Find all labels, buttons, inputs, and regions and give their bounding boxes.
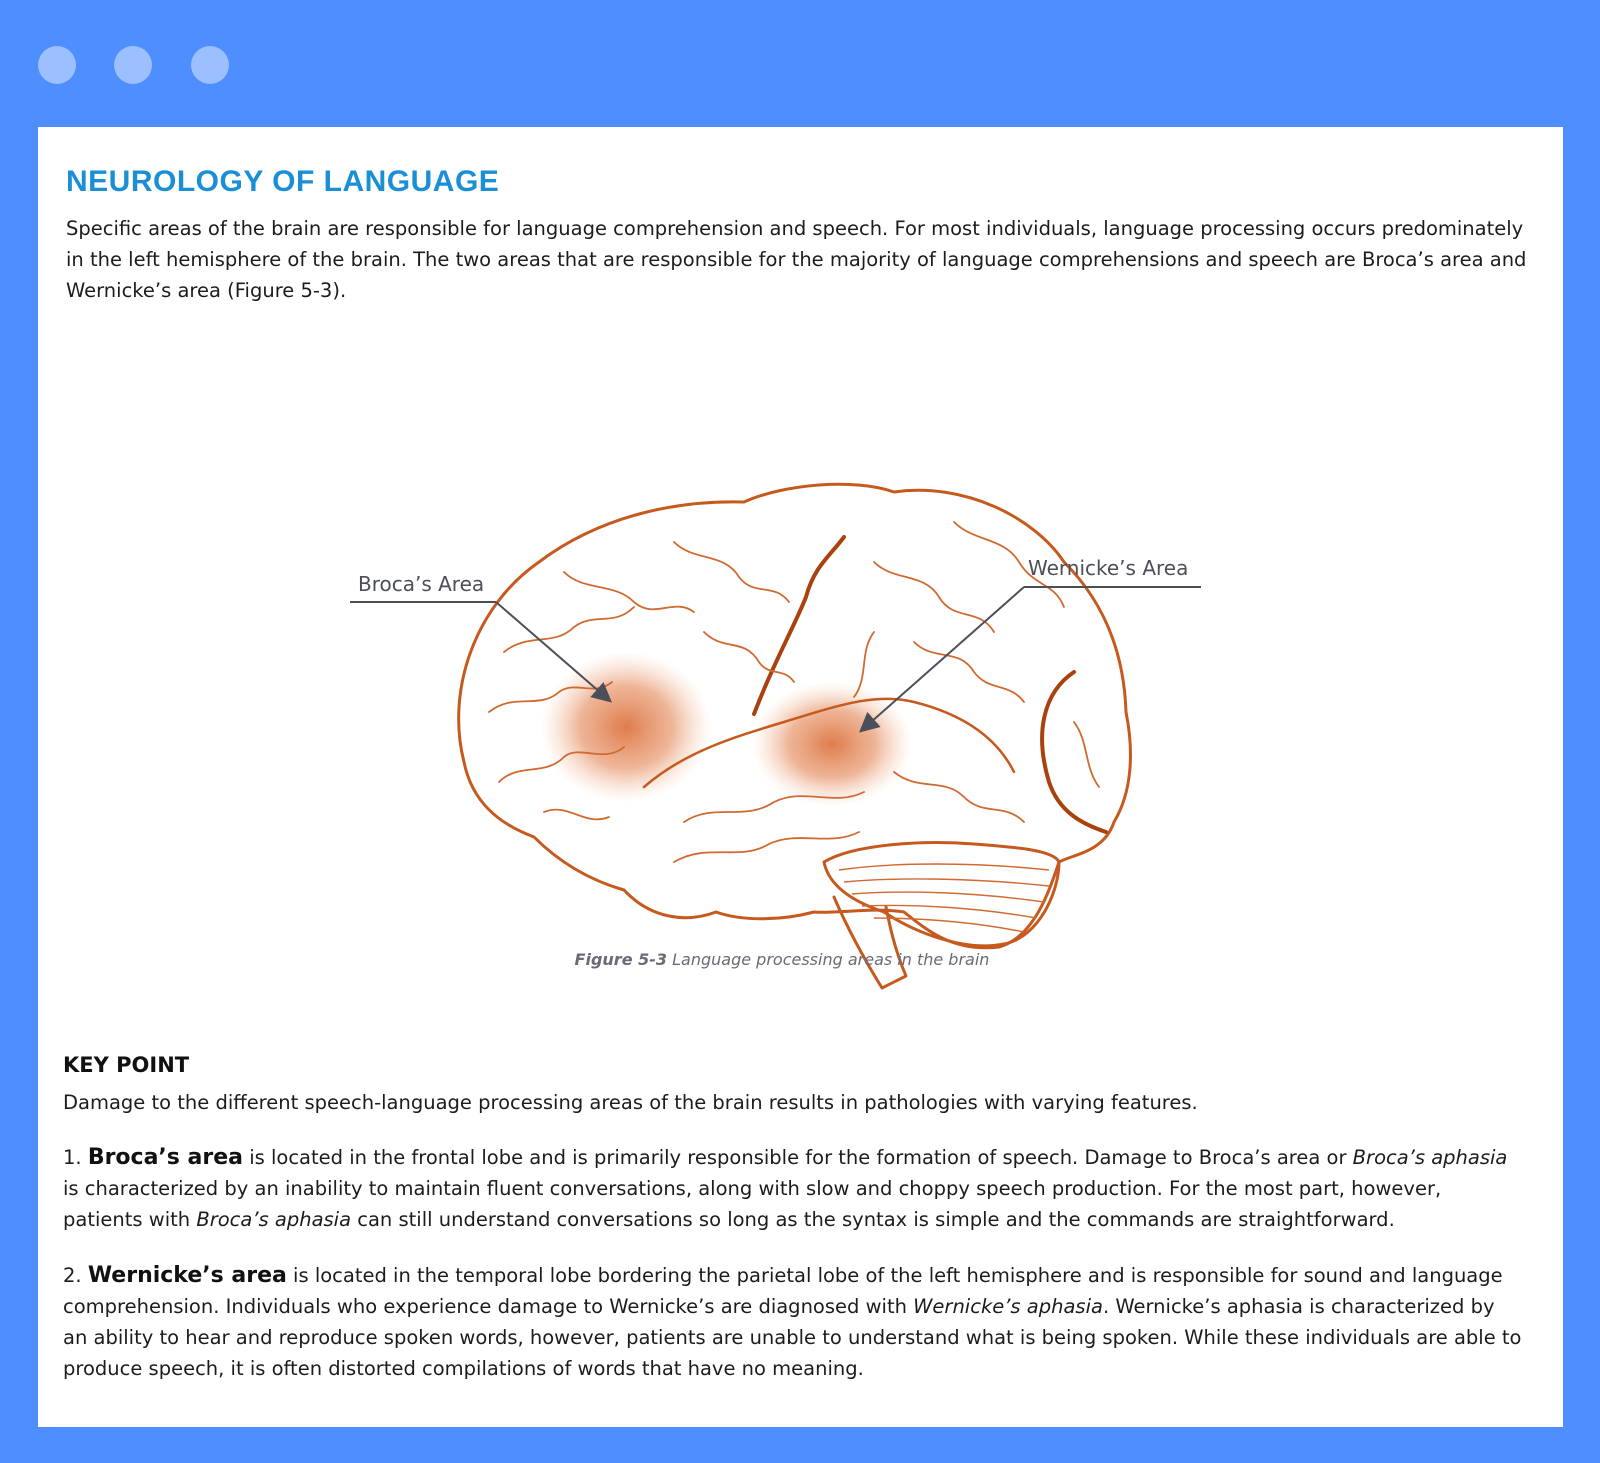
- broca-term: Broca’s area: [87, 1145, 244, 1170]
- cerebellum-folia: [852, 892, 1044, 902]
- window-minimize-dot[interactable]: [114, 46, 152, 84]
- wernicke-term: Wernicke’s area: [87, 1263, 287, 1288]
- wernicke-label: Wernicke’s Area: [1028, 556, 1189, 580]
- broca-highlight: [541, 652, 711, 802]
- broca-aphasia-term: Broca’s aphasia: [1352, 1146, 1508, 1169]
- broca-text-2: is characterized by an inability to maintain fluent conversations, along with slow and choppy speech production. For the most part, however, patients with: [63, 1177, 1442, 1231]
- broca-paragraph: [63, 1142, 1523, 1235]
- broca-label: Broca’s Area: [358, 572, 485, 596]
- wernicke-pointer-arrow: [862, 587, 1024, 730]
- wernicke-paragraph: [63, 1260, 1523, 1384]
- brain-figure: [314, 392, 1244, 1032]
- figure-caption-text: Language processing areas in the brain: [672, 950, 990, 969]
- window-close-dot[interactable]: [38, 46, 76, 84]
- cerebellum-folia: [844, 879, 1049, 886]
- cerebellum-folia: [839, 864, 1049, 870]
- figure-caption: [38, 950, 1526, 969]
- gyrus-line: [1074, 722, 1099, 787]
- broca-aphasia-term-2: Broca’s aphasia: [196, 1208, 352, 1231]
- gyrus-line: [544, 810, 609, 820]
- broca-text-1: is located in the frontal lobe and is primarily responsible for the formation of speech. Damage to Broca’s area or: [243, 1146, 1353, 1169]
- wernicke-text-2: . Wernicke’s aphasia is characterized by an ability to hear and reproduce spoken words, however, patients are unable to understand what is being spoken. While these individuals are able to produce speech, it is often distorted compilations of words that have no meaning.: [63, 1295, 1522, 1380]
- gyrus-line: [874, 562, 994, 632]
- gyrus-line: [674, 542, 789, 602]
- content-panel: [38, 127, 1563, 1427]
- brain-illustration: [314, 392, 1244, 1032]
- parieto-occipital-sulcus: [1042, 672, 1106, 832]
- gyrus-line: [504, 607, 634, 652]
- page-title: NEUROLOGY OF LANGUAGE: [66, 165, 500, 198]
- wernicke-aphasia-term: Wernicke’s aphasia: [913, 1295, 1103, 1318]
- item-number: 2.: [63, 1264, 82, 1287]
- intro-paragraph: Specific areas of the brain are responsible for language comprehension and speech. For most individuals, language processing occurs predominately in the left hemisphere of the brain. The two areas that are responsible for the majority of language comprehensions and speech are Broca’s area and Wernicke’s area (Figure 5-3).: [66, 217, 1527, 302]
- gyrus-line: [894, 772, 1024, 822]
- item-number: 1.: [63, 1146, 82, 1169]
- figure-number: Figure 5-3: [574, 950, 668, 969]
- gyrus-line: [914, 642, 1024, 702]
- broca-pointer-arrow: [496, 602, 609, 700]
- wernicke-text-1: is located in the temporal lobe bordering the parietal lobe of the left hemisphere and is responsible for sound and language comprehension. Individuals who experience damage to Wernicke’s are diagnosed with: [63, 1264, 1503, 1318]
- window-maximize-dot[interactable]: [191, 46, 229, 84]
- wernicke-highlight: [752, 682, 912, 806]
- key-point-intro: Damage to the different speech-language processing areas of the brain results in pathologies with varying features.: [63, 1091, 1198, 1114]
- broca-text-3: can still understand conversations so long as the syntax is simple and the commands are straightforward.: [351, 1208, 1395, 1231]
- key-point-heading: KEY POINT: [63, 1053, 190, 1077]
- window-titlebar: [0, 0, 1600, 126]
- gyrus-line: [564, 572, 694, 612]
